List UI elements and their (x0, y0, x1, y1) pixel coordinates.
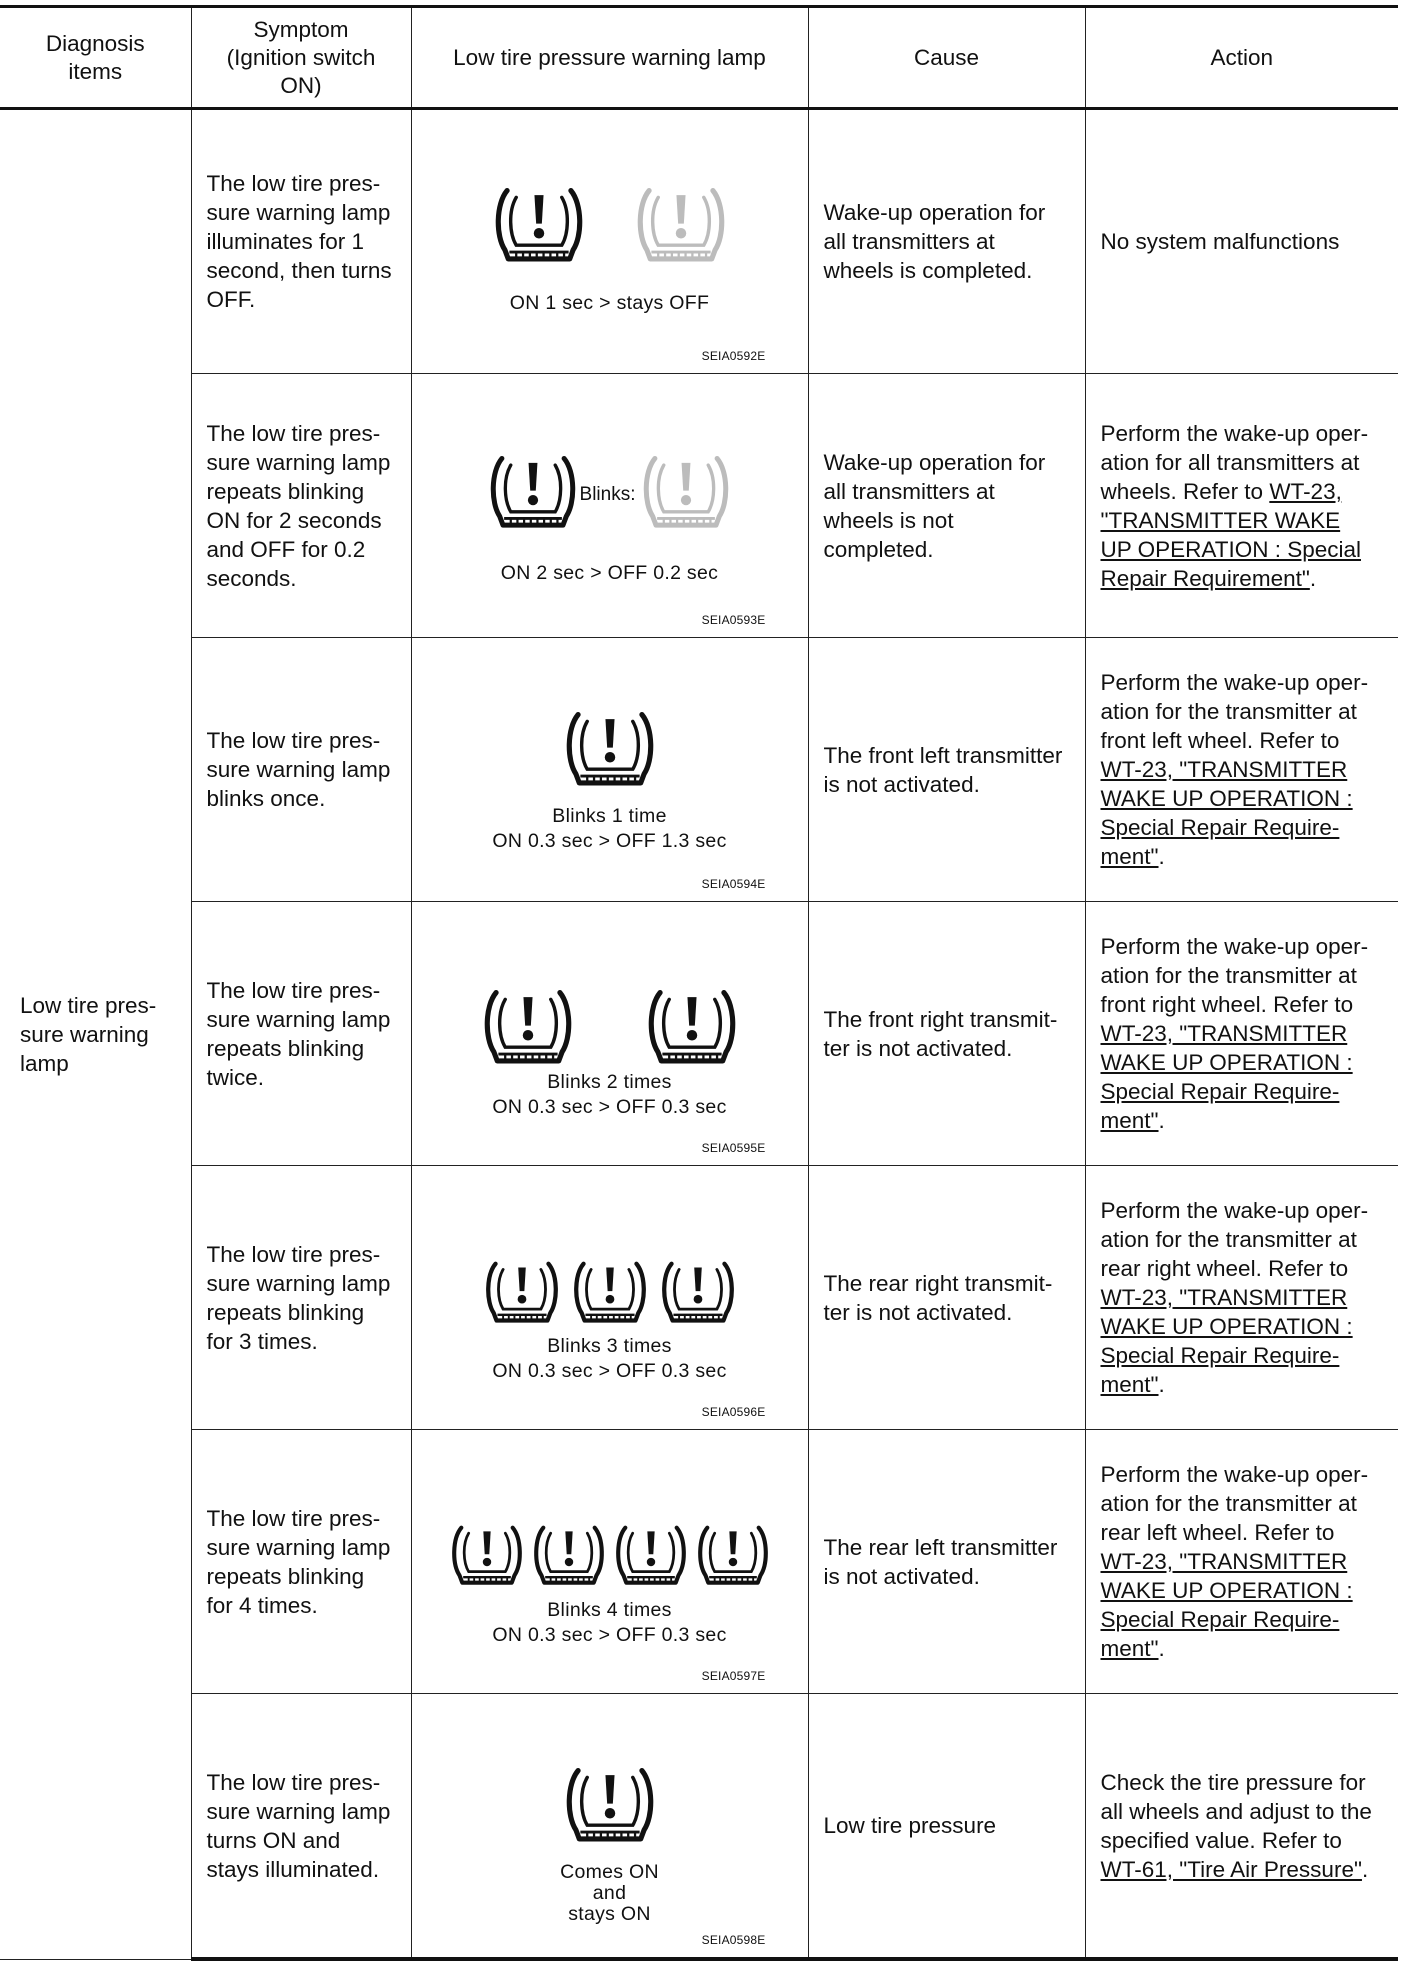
header-action: Action (1085, 7, 1398, 109)
lamp-caption (412, 1334, 808, 1384)
link-line[interactable]: WT-23, "TRANSMITTER (1100, 1285, 1348, 1310)
image-code: SEIA0593E (701, 613, 766, 627)
link-line[interactable]: Repair Requirement" (1100, 565, 1310, 591)
cause-cell (808, 109, 1085, 374)
symptom-line: sure warning lamp (206, 1006, 391, 1032)
diagnosis-item-line: lamp (20, 1050, 69, 1076)
header-lamp: Low tire pressure warning lamp (411, 7, 808, 109)
tire-pressure-warning-off-icon (635, 186, 727, 268)
symptom-line: repeats blinking (206, 478, 365, 504)
action-cell: Perform the wake-up oper- ation for the transmitter at rear right wheel. Refer to WT-23, "TRANSMITTER WAKE UP OPERATION : Special Repair Require- ment". (1085, 1166, 1398, 1430)
symptom-cell (191, 109, 411, 374)
lamp-caption-line: ON 2 sec > OFF 0.2 sec (500, 562, 719, 584)
cause-line: is not activated. (823, 1563, 980, 1589)
symptom-line: illuminates for 1 (206, 229, 365, 254)
blinks-label: Blinks: (579, 483, 636, 505)
reference-link[interactable] (1101, 1285, 1353, 1397)
action-line: Perform the wake-up oper- (1100, 420, 1369, 446)
action-line: front left wheel. Refer to (1100, 728, 1340, 753)
action-line: ation for the transmitter at (1100, 699, 1357, 724)
lamp-caption (412, 804, 808, 854)
cause-cell (808, 374, 1085, 638)
header-cause: Cause (808, 7, 1085, 109)
tire-pressure-warning-icon (572, 1260, 648, 1328)
link-line[interactable]: ment" (1100, 1372, 1159, 1397)
cause-line: ter is not activated. (823, 1035, 1013, 1061)
symptom-cell (191, 374, 411, 638)
tire-pressure-warning-icon (646, 988, 738, 1070)
cause-line: The front right transmit- (823, 1006, 1058, 1032)
image-code: SEIA0596E (701, 1405, 766, 1419)
action-line: rear left wheel. Refer to (1100, 1520, 1335, 1545)
link-line[interactable]: UP OPERATION : Special (1100, 536, 1361, 562)
header-diagnosis-items (0, 7, 191, 109)
action-line: Perform the wake-up oper- (1100, 1462, 1369, 1487)
action-cell: Perform the wake-up oper- ation for all transmitters at wheels. Refer to WT-23, "TRANSMITTER WAKE UP OPERATION : Special Repair Requirement". (1085, 374, 1398, 638)
lamp-caption (412, 561, 808, 586)
diagnosis-item-cell (0, 109, 191, 1960)
link-line[interactable]: WAKE UP OPERATION : (1100, 1050, 1353, 1075)
action-cell (1085, 109, 1398, 374)
symptom-cell (191, 902, 411, 1166)
symptom-line: for 4 times. (206, 1592, 318, 1618)
lamp-figure-cell (411, 1694, 808, 1960)
lamp-icons (412, 1766, 808, 1848)
lamp-caption (412, 291, 808, 316)
lamp-caption-line: ON 0.3 sec > OFF 1.3 sec (492, 830, 727, 852)
action-line: ation for the transmitter at (1100, 1227, 1357, 1252)
lamp-figure-cell (411, 638, 808, 902)
table-row (0, 374, 1398, 638)
reference-link[interactable] (1101, 757, 1353, 869)
symptom-cell (191, 1430, 411, 1694)
cause-line: Wake-up operation for (823, 449, 1046, 475)
symptom-cell (191, 638, 411, 902)
link-line[interactable]: WAKE UP OPERATION : (1100, 1578, 1353, 1603)
diagnosis-item-line: sure warning (20, 1021, 149, 1047)
cause-line: Low tire pressure (823, 1813, 997, 1838)
tire-pressure-warning-icon (484, 1260, 560, 1328)
lamp-figure-cell (411, 1166, 808, 1430)
symptom-line: The low tire pres- (206, 728, 381, 753)
tire-pressure-warning-icon (564, 1766, 656, 1848)
action-line: Check the tire pressure for (1100, 1769, 1366, 1795)
symptom-line: The low tire pres- (206, 977, 381, 1003)
symptom-line: twice. (206, 1064, 265, 1090)
link-line[interactable]: Special Repair Require- (1100, 1343, 1340, 1368)
action-cell: Check the tire pressure for all wheels and adjust to the specified value. Refer to WT-61, "Tire Air Pressure". (1085, 1694, 1398, 1960)
link-line[interactable]: Special Repair Require- (1100, 1079, 1340, 1104)
image-code: SEIA0595E (701, 1141, 766, 1155)
lamp-caption-line: Comes ON (560, 1861, 659, 1883)
cause-cell (808, 902, 1085, 1166)
symptom-line: repeats blinking (206, 1035, 365, 1061)
lamp-caption-line: ON 0.3 sec > OFF 0.3 sec (492, 1360, 727, 1382)
action-line: all wheels and adjust to the (1100, 1798, 1372, 1824)
action-line: Perform the wake-up oper- (1100, 670, 1369, 695)
reference-link[interactable] (1101, 1021, 1353, 1133)
cause-line: The front left transmitter (823, 742, 1063, 768)
lamp-icons (412, 1524, 808, 1590)
header-diagnosis-line: Diagnosis (45, 30, 145, 56)
link-line[interactable]: WT-61, "Tire Air Pressure" (1100, 1856, 1362, 1882)
symptom-line: sure warning lamp (206, 449, 391, 475)
symptom-line: sure warning lamp (206, 757, 391, 782)
table-row (0, 902, 1398, 1166)
symptom-line: sure warning lamp (206, 1798, 391, 1824)
symptom-line: sure warning lamp (206, 1534, 391, 1560)
lamp-caption-line: ON 1 sec > stays OFF (509, 292, 710, 314)
link-line[interactable]: ment" (1100, 1108, 1159, 1133)
lamp-icons (412, 988, 808, 1070)
symptom-line: and OFF for 0.2 (206, 536, 366, 562)
cause-cell (808, 1694, 1085, 1960)
symptom-cell (191, 1166, 411, 1430)
header-row (0, 7, 1398, 109)
cause-line: The rear left transmitter (823, 1534, 1058, 1560)
lamp-caption-line: stays ON (568, 1903, 651, 1925)
tire-pressure-warning-icon (660, 1260, 736, 1328)
symptom-line: The low tire pres- (206, 1241, 381, 1267)
link-line[interactable]: Special Repair Require- (1100, 1607, 1340, 1632)
action-line: rear right wheel. Refer to (1100, 1256, 1349, 1281)
symptom-line: repeats blinking (206, 1563, 365, 1589)
action-cell: Perform the wake-up oper- ation for the transmitter at rear left wheel. Refer to WT-23, "TRANSMITTER WAKE UP OPERATION : Special Repair Require- ment". (1085, 1430, 1398, 1694)
symptom-line: ON for 2 seconds (206, 507, 382, 533)
action-line: Perform the wake-up oper- (1100, 1198, 1369, 1223)
symptom-line: sure warning lamp (206, 200, 391, 225)
symptom-line: turns ON and (206, 1827, 341, 1853)
tire-pressure-warning-off-icon (641, 454, 731, 534)
image-code: SEIA0597E (701, 1669, 766, 1683)
link-line[interactable]: WT-23, "TRANSMITTER (1100, 1549, 1348, 1574)
cause-line: Wake-up operation for (823, 200, 1046, 225)
symptom-line: seconds. (206, 565, 297, 591)
tire-pressure-warning-icon (614, 1524, 688, 1590)
lamp-caption (412, 1070, 808, 1120)
tire-pressure-warning-icon (450, 1524, 524, 1590)
lamp-icons (412, 1260, 808, 1328)
symptom-line: The low tire pres- (206, 171, 381, 196)
header-symptom-line: Symptom (253, 16, 349, 42)
lamp-caption-line: ON 0.3 sec > OFF 0.3 sec (492, 1096, 727, 1118)
symptom-line: stays illuminated. (206, 1856, 380, 1882)
action-line: front right wheel. Refer to (1100, 992, 1354, 1017)
symptom-line: sure warning lamp (206, 1270, 391, 1296)
tire-pressure-warning-icon (532, 1524, 606, 1590)
lamp-figure-cell (411, 374, 808, 638)
tire-pressure-warning-icon (696, 1524, 770, 1590)
cause-line: wheels is not completed. (823, 507, 954, 562)
action-line: ation for all transmitters at (1100, 449, 1360, 475)
header-diagnosis-line: items (68, 58, 123, 84)
lamp-caption-line: Blinks 2 times (547, 1071, 672, 1093)
image-code: SEIA0592E (701, 349, 766, 363)
lamp-figure-cell (411, 1430, 808, 1694)
lamp-caption (412, 1598, 808, 1648)
tire-pressure-warning-icon (493, 186, 585, 268)
header-symptom (191, 7, 411, 109)
lamp-caption-line: and (592, 1882, 627, 1904)
cause-line: wheels is completed. (823, 258, 1033, 283)
lamp-caption-line: Blinks 4 times (547, 1599, 672, 1621)
cause-line: all transmitters at (823, 478, 995, 504)
symptom-line: for 3 times. (206, 1328, 318, 1354)
image-code: SEIA0594E (701, 877, 766, 891)
symptom-cell (191, 1694, 411, 1960)
action-cell: Perform the wake-up oper- ation for the transmitter at front right wheel. Refer to WT-23, "TRANSMITTER WAKE UP OPERATION : Special Repair Require- ment". (1085, 902, 1398, 1166)
lamp-caption (412, 1862, 808, 1925)
cause-line: is not activated. (823, 771, 980, 797)
cause-line: The rear right transmit- (823, 1270, 1053, 1296)
tire-pressure-warning-icon (564, 710, 656, 792)
action-line: ation for the transmitter at (1100, 1491, 1357, 1516)
header-symptom-line: ON) (280, 72, 322, 98)
action-line: specified value. Refer to (1100, 1827, 1342, 1853)
reference-link[interactable] (1101, 1857, 1362, 1882)
link-line[interactable]: WT-23, (1269, 478, 1342, 504)
cause-cell (808, 638, 1085, 902)
link-line[interactable]: Special Repair Require- (1100, 815, 1340, 840)
lamp-icons (412, 186, 808, 268)
cause-line: all transmitters at (823, 229, 995, 254)
lamp-figure-cell (411, 109, 808, 374)
cause-line: ter is not activated. (823, 1299, 1013, 1325)
lamp-icons (412, 454, 808, 534)
tire-pressure-warning-icon (488, 454, 578, 534)
lamp-caption-line: Blinks 3 times (547, 1335, 672, 1357)
symptom-line: repeats blinking (206, 1299, 365, 1325)
action-line: wheels. Refer to (1100, 478, 1270, 504)
table-row (0, 1166, 1398, 1430)
table-row (0, 638, 1398, 902)
link-line[interactable]: WAKE UP OPERATION : (1100, 1314, 1353, 1339)
action-line: No system malfunctions (1100, 229, 1340, 254)
action-cell: Perform the wake-up oper- ation for the transmitter at front left wheel. Refer to WT-23, "TRANSMITTER WAKE UP OPERATION : Special Repair Require- ment". (1085, 638, 1398, 902)
link-line[interactable]: ment" (1100, 844, 1159, 869)
link-line[interactable]: ment" (1100, 1636, 1159, 1661)
symptom-line: OFF. (206, 287, 256, 312)
diagnosis-table (0, 5, 1398, 1961)
reference-link[interactable] (1101, 1549, 1353, 1661)
cause-cell (808, 1430, 1085, 1694)
lamp-caption-line: ON 0.3 sec > OFF 0.3 sec (492, 1624, 727, 1646)
link-line[interactable]: WAKE UP OPERATION : (1100, 786, 1353, 811)
table-row (0, 109, 1398, 374)
header-symptom-line: (Ignition switch (226, 44, 376, 70)
table-row (0, 1694, 1398, 1960)
symptom-line: The low tire pres- (206, 1769, 381, 1795)
lamp-caption-line: Blinks 1 time (552, 805, 667, 827)
symptom-line: The low tire pres- (206, 420, 381, 446)
tire-pressure-warning-icon (482, 988, 574, 1070)
lamp-icons (412, 710, 808, 792)
cause-cell (808, 1166, 1085, 1430)
symptom-line: second, then turns (206, 258, 392, 283)
action-line: ation for the transmitter at (1100, 963, 1357, 988)
diagnosis-item-line: Low tire pres- (20, 992, 157, 1018)
image-code: SEIA0598E (701, 1933, 766, 1947)
lamp-figure-cell (411, 902, 808, 1166)
symptom-line: The low tire pres- (206, 1505, 381, 1531)
link-line[interactable]: WT-23, "TRANSMITTER (1100, 1021, 1348, 1046)
action-line: Perform the wake-up oper- (1100, 934, 1369, 959)
symptom-line: blinks once. (206, 786, 326, 811)
link-line[interactable]: WT-23, "TRANSMITTER (1100, 757, 1348, 782)
link-line[interactable]: "TRANSMITTER WAKE (1100, 507, 1341, 533)
table-row (0, 1430, 1398, 1694)
